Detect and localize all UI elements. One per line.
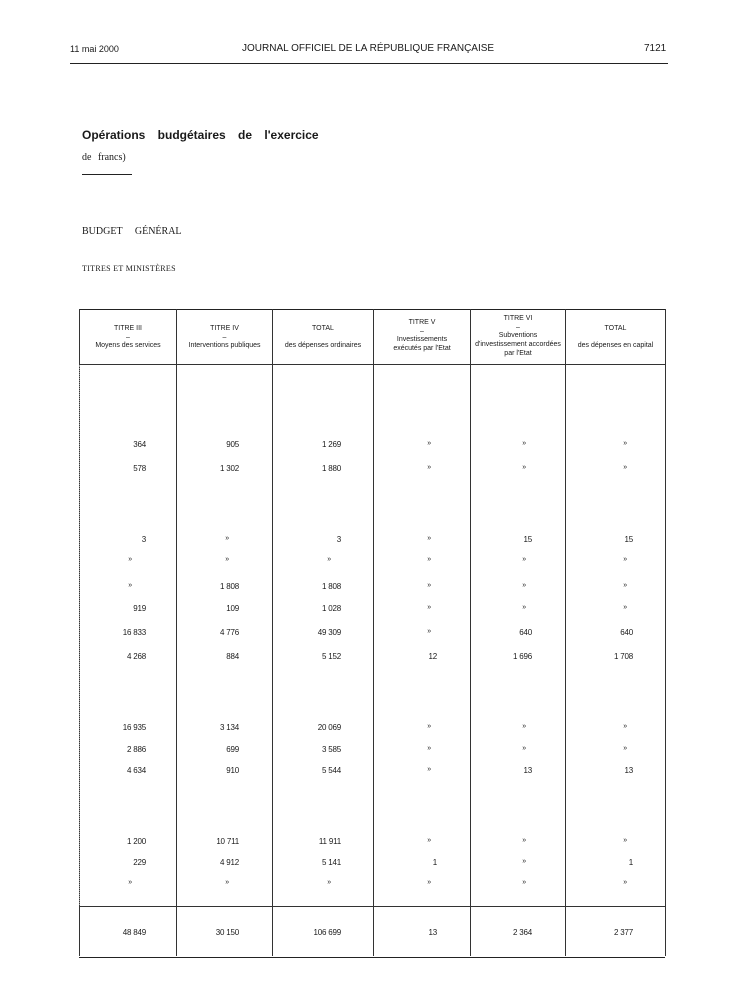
table-cell: » (128, 879, 132, 886)
table-cell: 13 (523, 766, 532, 775)
table-cell: » (327, 879, 331, 886)
column-header-line1: TITRE VI (503, 315, 533, 322)
table-cell: 1 708 (613, 652, 633, 661)
table-cell: 919 (133, 604, 146, 613)
column-header (273, 324, 373, 350)
column-header-line1: TITRE IV (210, 325, 239, 332)
table-cell: » (623, 464, 627, 471)
column-header (374, 318, 470, 353)
column-header-line4: exécutés par l'Etat (393, 345, 451, 352)
table-cell: » (427, 837, 431, 844)
table-cell: 699 (226, 745, 239, 754)
table-cell: 15 (624, 535, 633, 544)
table-cell: 640 (519, 628, 532, 637)
column-header-line3: Investissements (396, 336, 448, 343)
table-cell: 4 268 (126, 652, 146, 661)
total-cell: 2 364 (512, 928, 532, 937)
table-cell: » (225, 556, 229, 563)
table-cell: 910 (226, 766, 239, 775)
table-cell: 364 (133, 440, 146, 449)
table-cell: 1 (432, 858, 437, 867)
table-cell: » (427, 628, 431, 635)
table-cell: 12 (428, 652, 437, 661)
column-header-line4: d'investissement accordées par l'Etat (475, 341, 561, 357)
page-title: Opérations budgétaires de l'exercice (82, 128, 319, 142)
table-cell: 578 (133, 464, 146, 473)
table-cell: » (427, 556, 431, 563)
table-cell: » (623, 745, 627, 752)
table-cell: 905 (226, 440, 239, 449)
title-divider (82, 174, 132, 175)
table-cell: » (522, 440, 526, 447)
header-date: 11 mai 2000 (70, 44, 119, 54)
table-cell: 1 200 (126, 837, 146, 846)
column-header-line3: Subventions (498, 332, 538, 339)
table-cell: 13 (624, 766, 633, 775)
header-row-divider (79, 364, 666, 365)
table-cell: » (623, 879, 627, 886)
table-cell: » (225, 535, 229, 542)
total-cell: 2 377 (613, 928, 633, 937)
column-header (177, 324, 272, 350)
table-cell: » (522, 837, 526, 844)
table-cell: 884 (226, 652, 239, 661)
header-page-number: 7121 (644, 43, 667, 54)
table-cell: 1 302 (219, 464, 239, 473)
table-cell: 4 912 (219, 858, 239, 867)
table-cell: 3 (336, 535, 341, 544)
column-header-line1: TITRE V (408, 319, 436, 326)
table-cell: » (522, 723, 526, 730)
table-cell: 16 833 (122, 628, 146, 637)
total-cell: 48 849 (122, 928, 146, 937)
table-cell: » (128, 556, 132, 563)
table-cell: 2 886 (126, 745, 146, 754)
table-cell: » (623, 582, 627, 589)
table-right-border (665, 309, 666, 956)
table-cell: 5 544 (321, 766, 341, 775)
table-cell: » (623, 556, 627, 563)
table-cell: » (522, 556, 526, 563)
table-cell: » (522, 582, 526, 589)
totals-row-divider (79, 906, 666, 907)
table-cell: 109 (226, 604, 239, 613)
column-header-line2: – (420, 328, 424, 335)
table-cell: 15 (523, 535, 532, 544)
table-cell: 4 634 (126, 766, 146, 775)
table-cell: 10 711 (216, 837, 239, 846)
column-header-line2 (566, 334, 665, 341)
total-cell: 30 150 (215, 928, 239, 937)
column-header-line3: des dépenses ordinaires (284, 342, 362, 349)
page-subtitle: de francs) (82, 152, 126, 163)
table-cell: 16 935 (122, 723, 146, 732)
table-cell: 20 069 (317, 723, 341, 732)
column-header-line2: – (222, 334, 227, 341)
table-cell: » (522, 604, 526, 611)
column-header (471, 314, 565, 358)
table-cell: » (427, 745, 431, 752)
table-cell: » (128, 582, 132, 589)
column-header (80, 324, 176, 350)
table-cell: » (225, 879, 229, 886)
column-header-line2: – (126, 334, 130, 341)
table-cell: » (522, 745, 526, 752)
table-cell: 229 (133, 858, 146, 867)
table-cell: 1 696 (512, 652, 532, 661)
table-cell: 49 309 (317, 628, 341, 637)
table-cell: » (427, 766, 431, 773)
table-cell: 5 141 (321, 858, 341, 867)
table-cell: 1 269 (321, 440, 341, 449)
total-cell: 106 699 (313, 928, 341, 937)
column-header-line3: Moyens des services (95, 342, 161, 349)
table-cell: » (427, 535, 431, 542)
table-cell: 1 880 (321, 464, 341, 473)
header-journal-title: JOURNAL OFFICIEL DE LA RÉPUBLIQUE FRANÇAISE (242, 43, 495, 54)
header-rule (70, 63, 668, 64)
table-cell: » (623, 723, 627, 730)
table-cell: 1 808 (219, 582, 239, 591)
table-cell: » (427, 582, 431, 589)
column-header-line3: des dépenses en capital (577, 342, 654, 349)
table-cell: 1 (628, 858, 633, 867)
table-cell: » (522, 879, 526, 886)
table-cell: 3 585 (321, 745, 341, 754)
table-cell: » (427, 604, 431, 611)
table-cell: 3 (141, 535, 146, 544)
table-cell: 11 911 (318, 837, 341, 846)
column-header-line1: TOTAL (312, 325, 334, 332)
table-cell: » (327, 556, 331, 563)
table-cell: » (427, 464, 431, 471)
table-cell: » (623, 440, 627, 447)
column-header-line3: Interventions publiques (188, 342, 261, 349)
table-cell: 1 808 (321, 582, 341, 591)
table-cell: » (522, 464, 526, 471)
section-heading: BUDGET GÉNÉRAL (82, 226, 182, 237)
table-cell: » (427, 723, 431, 730)
column-header-line1: TITRE III (114, 325, 142, 332)
table-cell: » (522, 858, 526, 865)
table-cell: 4 776 (219, 628, 239, 637)
table-cell: » (427, 440, 431, 447)
total-cell: 13 (428, 928, 437, 937)
subsection-heading: TITRES ET MINISTÈRES (82, 264, 176, 273)
table-cell: » (427, 879, 431, 886)
table-cell: » (623, 837, 627, 844)
column-header (566, 324, 665, 350)
table-cell: 640 (620, 628, 633, 637)
column-header-line2: – (516, 324, 520, 331)
table-cell: 3 134 (219, 723, 239, 732)
column-header-line1: TOTAL (604, 325, 627, 332)
table-cell: » (623, 604, 627, 611)
column-header-line2 (273, 334, 373, 341)
table-cell: 1 028 (321, 604, 341, 613)
table-cell: 5 152 (321, 652, 341, 661)
